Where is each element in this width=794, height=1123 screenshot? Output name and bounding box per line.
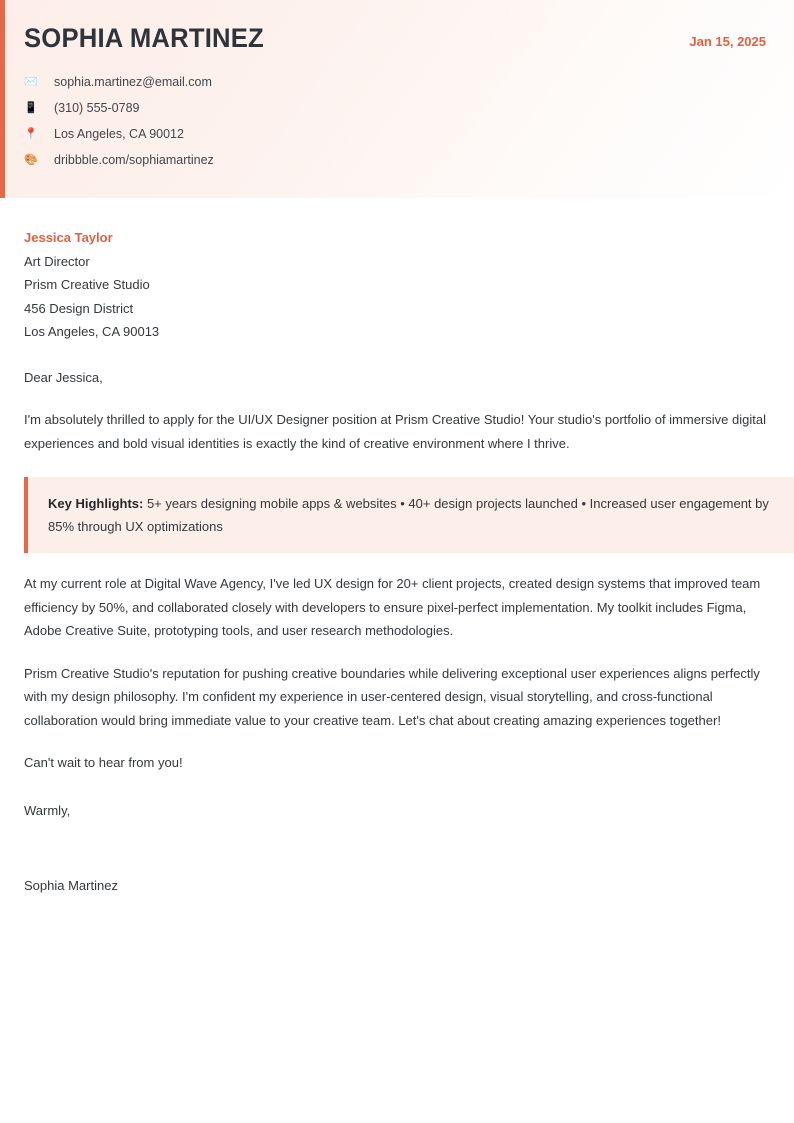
contact-row-location bbox=[24, 122, 766, 148]
recipient-block bbox=[24, 226, 770, 344]
recipient-company: Prism Creative Studio bbox=[24, 277, 150, 292]
recipient-title: Art Director bbox=[24, 253, 90, 269]
body-paragraph-3: Prism Creative Studio's reputation for pushing creative boundaries while delivering exceptional user experiences aligns perfectly with my design philosophy. I'm confident my experience in user-centered design, visual storytelling, and cross-functional collaboration would bring immediate value to your creative team. Let's chat about creating amazing experiences together! bbox=[24, 665, 760, 728]
body-paragraph-1: I'm absolutely thrilled to apply for the UI/UX Designer position at Prism Creative Studio! Your studio's portfolio of immersive digital experiences and bold visual identities is exactly the kind of creative environment where I thrive. bbox=[24, 412, 766, 451]
artist-palette-icon: 🎨 bbox=[24, 154, 38, 167]
key-highlights-text bbox=[48, 492, 772, 538]
contact-phone[interactable]: (310) 555-0789 bbox=[54, 101, 140, 116]
letter-date: Jan 15, 2025 bbox=[689, 34, 766, 49]
contact-row-email bbox=[24, 70, 766, 96]
location-pin-icon: 📍 bbox=[24, 128, 38, 141]
recipient-city-state-zip: Los Angeles, CA 90013 bbox=[24, 324, 160, 339]
contact-row-phone bbox=[24, 96, 766, 122]
recipient-street: 456 Design District bbox=[24, 300, 134, 316]
salutation: Dear Jessica, bbox=[24, 369, 103, 385]
body-paragraph-4: Can't wait to hear from you! bbox=[24, 755, 183, 770]
closing-salutation: Warmly, bbox=[24, 802, 71, 818]
header-accent-bar bbox=[0, 0, 5, 198]
contact-row-portfolio bbox=[24, 148, 766, 174]
header-top-row bbox=[24, 24, 766, 54]
contact-location: Los Angeles, CA 90012 bbox=[54, 127, 184, 142]
letter-header bbox=[0, 0, 794, 198]
mobile-phone-icon: 📱 bbox=[24, 102, 38, 115]
contact-portfolio-link[interactable]: dribbble.com/sophiamartinez bbox=[54, 153, 214, 168]
key-highlights-callout bbox=[24, 477, 794, 553]
key-highlights-body: 5+ years designing mobile apps & websites • 40+ design projects launched • Increased user engagement by 85% through UX optimizations bbox=[48, 496, 769, 534]
signature-space bbox=[24, 822, 770, 874]
signature-name: Sophia Martinez bbox=[24, 878, 118, 893]
recipient-name: Jessica Taylor bbox=[24, 230, 113, 245]
contact-list bbox=[24, 70, 766, 174]
key-highlights-label: Key Highlights: bbox=[48, 496, 144, 511]
body-paragraph-2: At my current role at Digital Wave Agency, I've led UX design for 20+ client projects, created design systems that improved team efficiency by 50%, and collaborated closely with developers to ensure pixel-perfect implementation. My toolkit includes Figma, Adobe Creative Suite, prototyping tools, and user research methodologies. bbox=[24, 576, 761, 638]
letter-body bbox=[0, 226, 794, 898]
envelope-icon: ✉️ bbox=[24, 76, 38, 89]
page-title: SOPHIA MARTINEZ bbox=[24, 23, 264, 53]
contact-email[interactable]: sophia.martinez@email.com bbox=[54, 75, 212, 90]
